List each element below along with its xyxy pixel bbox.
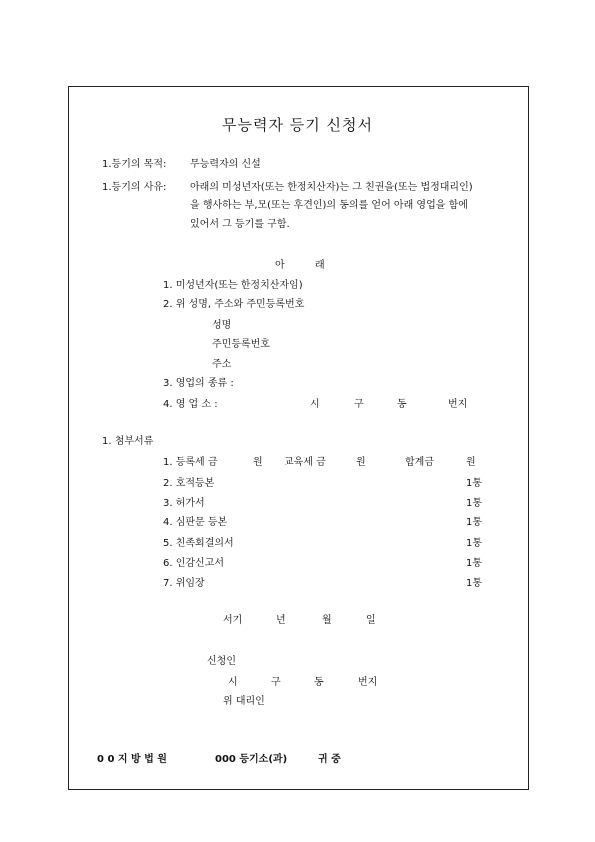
address-dong: 동 [397, 399, 407, 410]
footer-honorific: 귀 중 [318, 754, 341, 765]
applicant-label: 신청인 [207, 656, 236, 667]
applicant-bunji: 번지 [358, 677, 378, 688]
below-heading-a: 아 [275, 260, 285, 271]
attachment-row: 6. 인감신고서 [163, 558, 225, 569]
fee-total: 합계금 [405, 457, 434, 468]
reason-line-3: 있어서 그 등기를 구함. [190, 219, 290, 230]
applicant-si: 시 [228, 677, 238, 688]
reason-label: 1.등기의 사유: [102, 182, 167, 193]
address-si: 시 [310, 399, 320, 410]
attachments-heading: 1. 첨부서류 [102, 436, 154, 447]
footer-office: 000 등기소(과) [215, 754, 288, 765]
reason-line-2: 을 행사하는 부,모(또는 후견인)의 동의를 얻어 아래 영업을 함에 [190, 200, 468, 211]
attachment-qty: 1통 [466, 578, 483, 589]
purpose-value: 무능력자의 신설 [190, 159, 261, 170]
item-4: 4. 영 업 소 : [163, 399, 218, 410]
applicant-gu: 구 [271, 677, 281, 688]
fee-won-2: 원 [356, 457, 366, 468]
applicant-agent: 위 대리인 [223, 696, 265, 707]
sub-item-address: 주소 [212, 359, 232, 370]
reason-line-1: 아래의 미성년자(또는 한정치산자)는 그 친권을(또는 법정대리인) [190, 182, 473, 193]
sub-item-name: 성명 [212, 320, 232, 331]
page-title: 무능력자 등기 신청서 [222, 116, 373, 134]
attachment-qty: 1통 [466, 517, 483, 528]
address-bunji: 번지 [448, 399, 468, 410]
attachment-row: 3. 허가서 [163, 498, 205, 509]
date-era: 서기 [223, 615, 243, 626]
item-3: 3. 영업의 종류 : [163, 378, 234, 389]
footer-court: 0 0 지 방 법 원 [97, 754, 167, 765]
date-year: 년 [276, 615, 286, 626]
below-heading-b: 래 [315, 260, 325, 271]
sub-item-resident-number: 주민등록번호 [212, 339, 270, 350]
attachment-row: 4. 심판문 등본 [163, 517, 228, 528]
attachment-row: 2. 호적등본 [163, 478, 215, 489]
fee-won-3: 원 [466, 457, 476, 468]
attachment-qty: 1통 [466, 538, 483, 549]
fee-registration: 1. 등록세 금 [163, 457, 218, 468]
attachment-row: 7. 위임장 [163, 578, 205, 589]
item-1: 1. 미성년자(또는 한정치산자임) [163, 280, 303, 291]
attachment-qty: 1통 [466, 558, 483, 569]
applicant-dong: 동 [314, 677, 324, 688]
date-month: 월 [322, 615, 332, 626]
attachment-qty: 1통 [466, 478, 483, 489]
fee-won-1: 원 [253, 457, 263, 468]
item-2: 2. 위 성명, 주소와 주민등록번호 [163, 299, 305, 310]
purpose-label: 1.등기의 목적: [102, 159, 167, 170]
address-gu: 구 [354, 399, 364, 410]
attachment-qty: 1통 [466, 498, 483, 509]
fee-education: 교육세 금 [284, 457, 326, 468]
date-day: 일 [366, 615, 376, 626]
attachment-row: 5. 친족회결의서 [163, 538, 234, 549]
